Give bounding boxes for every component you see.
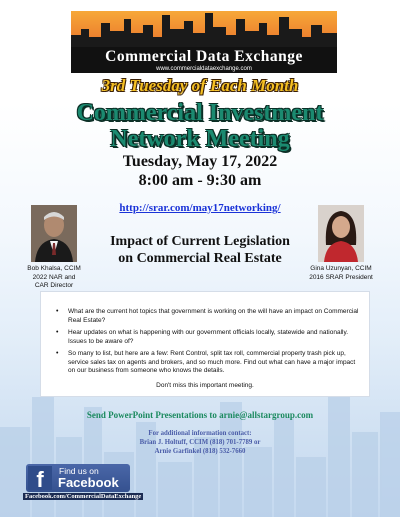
details-list xyxy=(41,292,369,376)
speaker-role: CAR Director xyxy=(34,282,74,289)
list-item: • So many to list, but here are a few: Rent Control, split tax roll, commercial property trash pick up, service sales tax on agents and brokers, and so much more. Find out what can have a major impact on our business from someone who knows the details. xyxy=(68,350,363,376)
list-item: • What are the current hot topics that government is working on the will have an impact on Commercial Real Estate? xyxy=(68,308,363,325)
banner-url: www.commercialdataexchange.com xyxy=(156,66,252,72)
header-banner xyxy=(71,11,337,73)
facebook-icon: f xyxy=(28,466,52,490)
topic-line-2: on Commercial Real Estate xyxy=(118,251,282,266)
list-item: • Hear updates on what is happening with our government officials locally, statewide and nationally. Issues to be aware of? xyxy=(68,329,363,346)
details-box xyxy=(40,291,370,397)
contact-heading: For additional information contact: xyxy=(148,430,252,437)
event-title-line-2: Network Meeting xyxy=(110,126,290,152)
registration-link[interactable]: http://srar.com/may17networking/ xyxy=(119,202,281,214)
facebook-page-caption[interactable]: Facebook.com/CommercialDataExchange xyxy=(25,493,142,500)
speaker-role: 2022 NAR and xyxy=(32,273,76,281)
contact-line-1: Brian J. Holtuff, CCIM (818) 701-7789 or xyxy=(139,439,261,446)
closing-note: Don't miss this important meeting. xyxy=(156,382,254,389)
facebook-name: Facebook xyxy=(58,475,119,490)
speaker-role: 2016 SRAR President xyxy=(309,273,373,281)
speaker-caption-left xyxy=(18,265,90,291)
topic-line-1: Impact of Current Legislation xyxy=(110,234,290,249)
event-frequency: 3rd Tuesday of Each Month xyxy=(101,76,299,95)
banner-title: Commercial Data Exchange xyxy=(105,48,303,65)
speaker-caption-right xyxy=(296,265,386,282)
send-presentations-note[interactable]: Send PowerPoint Presentations to arnie@allstargroup.com xyxy=(86,410,314,420)
contact-line-2: Arnie Garfinkel (818) 532-7660 xyxy=(154,448,246,455)
speaker-name: Bob Khalsa, CCIM xyxy=(27,265,81,272)
speaker-photo-gina-uzunyan xyxy=(318,205,364,262)
event-title-line-1: Commercial Investment xyxy=(76,100,324,126)
speaker-photo-bob-khalsa xyxy=(31,205,77,262)
event-date: Tuesday, May 17, 2022 xyxy=(122,153,278,170)
facebook-badge[interactable] xyxy=(26,464,130,492)
speaker-name: Gina Uzunyan, CCIM xyxy=(310,265,372,272)
facebook-find-text: Find us on xyxy=(59,466,99,476)
event-time: 8:00 am - 9:30 am xyxy=(138,172,262,189)
